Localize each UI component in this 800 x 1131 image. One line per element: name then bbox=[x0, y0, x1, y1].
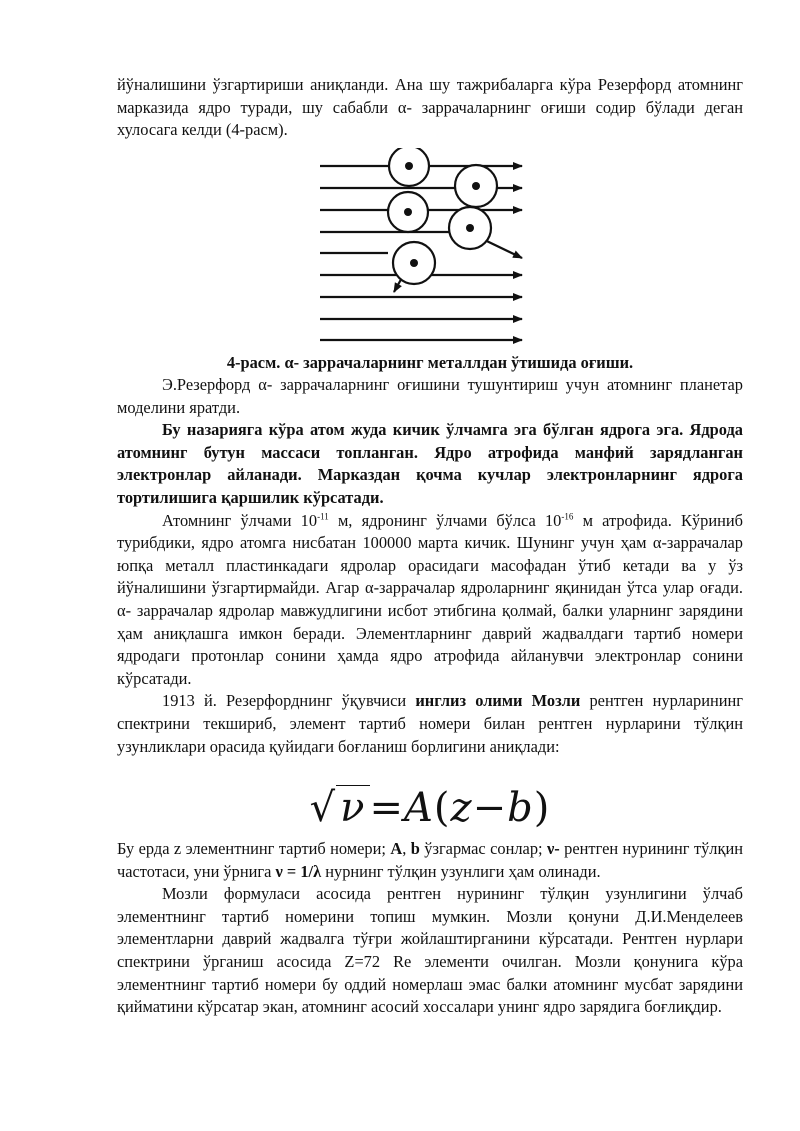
bold-text: ν- bbox=[546, 839, 560, 858]
nucleus-dot bbox=[466, 224, 474, 232]
formula-z: z bbox=[450, 785, 473, 831]
nucleus-dot bbox=[410, 259, 418, 267]
radicand: ν bbox=[336, 785, 369, 830]
body-section-2 bbox=[117, 838, 743, 1019]
text-run: м, ядронинг ўлчами бўлса 10 bbox=[328, 510, 562, 530]
bold-text: ν = 1/λ bbox=[275, 861, 322, 881]
bold-text: b bbox=[410, 839, 420, 858]
paragraph-atom-size bbox=[117, 510, 743, 691]
sqrt-symbol: √ bbox=[309, 785, 337, 831]
bold-text: инглиз олими Мозли bbox=[415, 691, 581, 711]
figure-caption: 4-расм. α- заррачаларнинг металлдан ўтишида оғиши. bbox=[226, 353, 634, 372]
bold-text: A bbox=[390, 839, 403, 858]
exponent: -11 bbox=[317, 511, 329, 522]
paragraph-moseley bbox=[117, 690, 743, 758]
nucleus-dot bbox=[405, 162, 413, 170]
minus-sign: − bbox=[472, 785, 508, 831]
text-run: м атрофида. Кўриниб турибдики, ядро атомга нисбатан 100000 марта кичик. Шунинг учун ҳам α-заррачалар юпқа металл пластинкадаги ядролар орасидаги масофадан ўтиб кетади ва у ўз йўналишини ўзгартирмайди. Агар α-заррачалар ядроларнинг яқинидан ўтса улар оғади. α- заррачалар ядролар мавжудлигини исбот этибгина қолмай, балки уларнинг зарядини ҳам аниқлашга имкон беради. Элементларнинг даврий жадвалдаги тартиб номери ядродаги протонлар сонини ҳамда ядро атрофида айланувчи электронлар сонини кўрсатади. bbox=[117, 510, 744, 688]
text-run: нурнинг тўлқин узунлиги ҳам олинади. bbox=[321, 861, 601, 881]
paragraph-theory-bold: Бу назарияга кўра атом жуда кичик ўлчамга эга бўлган ядрога эга. Ядрода атомнинг бутун массаси топланган. Ядро атрофида манфий зарядланган электронлар айланади. Марказдан қочма кучлар электронларнинг ядрога тортилишига қаршилик кўрсатади. bbox=[117, 420, 743, 507]
intro-text: йўналишини ўзгартириши аниқланди. Ана шу тажрибаларга кўра Резерфорд атомнинг марказида ядро туради, шу сабабли α- заррачаларнинг оғиши содир бўлади деган хулосага келди (4-расм). bbox=[117, 75, 743, 140]
nucleus-dot bbox=[472, 182, 480, 190]
text-run: ўзгармас сонлар; bbox=[419, 839, 547, 858]
equals-sign: = bbox=[369, 785, 405, 831]
body-section-1 bbox=[117, 374, 743, 758]
formula-b: b bbox=[507, 785, 534, 831]
intro-paragraph bbox=[117, 74, 743, 142]
paren-close: ) bbox=[533, 785, 551, 831]
exponent: -16 bbox=[561, 511, 574, 522]
text-run: рентген нурларининг спектрини текшириб, элемент тартиб номери билан рентген нурларини тўлқин узунликлари орасида қуйидаги боғланиш борлигини аниқлади: bbox=[117, 691, 744, 756]
moseley-formula bbox=[117, 780, 743, 836]
text-run: , bbox=[402, 839, 411, 858]
text-run: 1913 й. Резерфорднинг ўқувчиси bbox=[162, 691, 416, 711]
nucleus-dot bbox=[404, 208, 412, 216]
text-run: рентген нурининг тўлқин частотаси, уни ўрнига bbox=[117, 839, 743, 881]
paren-open: ( bbox=[433, 785, 451, 831]
paragraph-planetary-model: Э.Резерфорд α- заррачаларнинг оғишини тушунтириш учун атомнинг планетар моделини яратди. bbox=[117, 375, 743, 417]
paragraph-formula-explanation bbox=[117, 838, 743, 883]
paragraph-moseley-law: Мозли формуласи асосида рентген нурининг тўлқин узунлигини ўлчаб элементнинг тартиб номерини топиш мумкин. Мозли қонуни Д.И.Менделеев элементларни даврий жадвалга тўғри жойлаштирганини кўрсатади. Рентген нурлари спектрини ўрганиш асосида Z=72 Re элементи очилган. Мозли қонунига кўра элементнинг тартиб номери бу оддий номерлаш эмас балки атомнинг мусбат зарядини қийматини кўрсатар экан, атомнинг асосий хоссалари унинг ядро зарядига боғлиқдир. bbox=[117, 884, 743, 1017]
text-run: Атомнинг ўлчами 10 bbox=[162, 510, 318, 530]
text-run: Бу ерда z элементнинг тартиб номери; bbox=[117, 839, 391, 858]
alpha-scattering-diagram bbox=[318, 148, 524, 348]
formula-A: A bbox=[404, 785, 434, 831]
